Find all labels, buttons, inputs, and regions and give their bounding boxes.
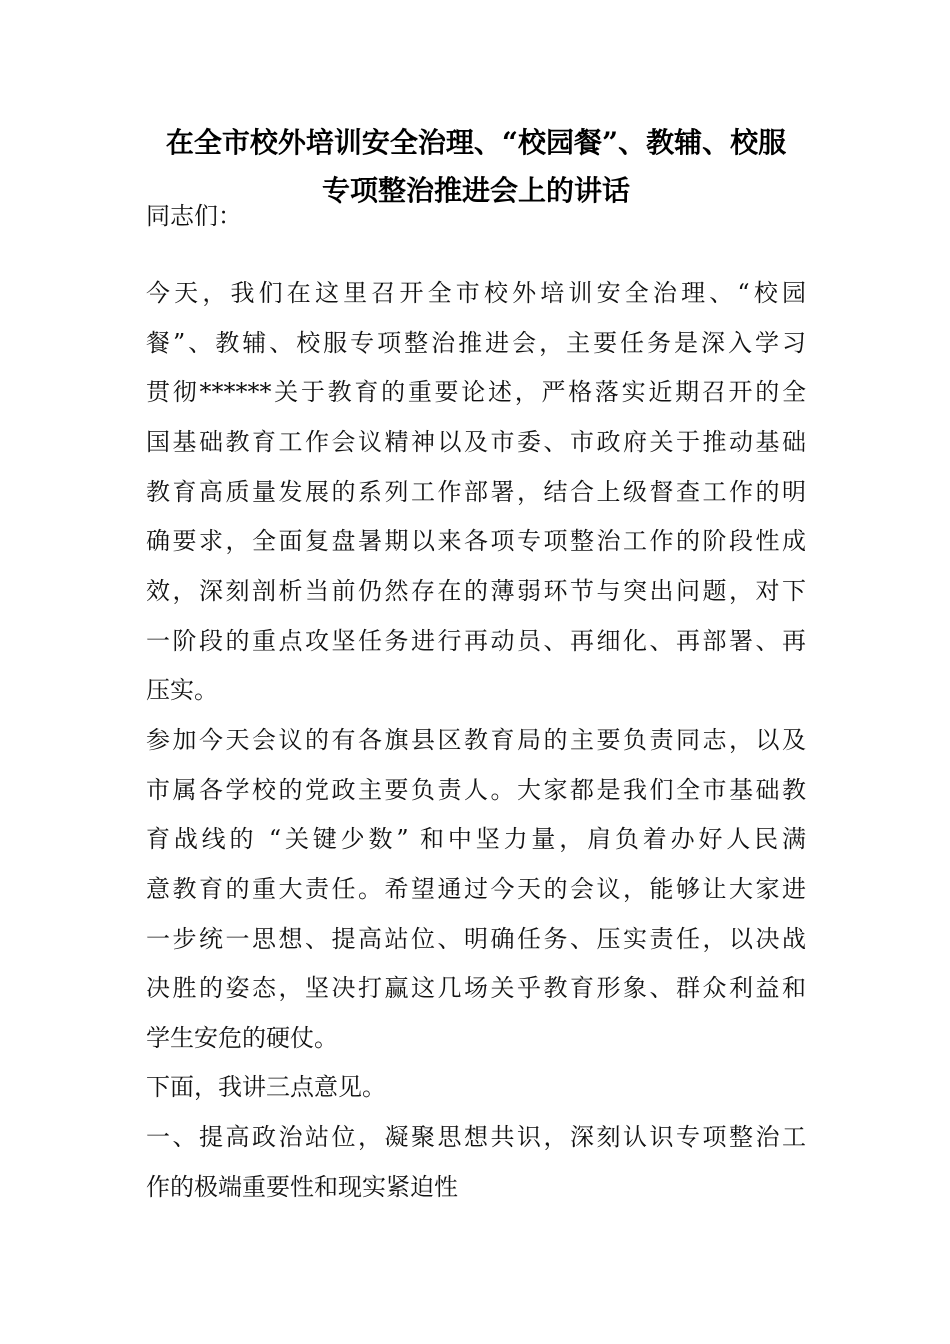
- paragraph-line: 确要求，全面复盘暑期以来各项专项整治工作的阶段性成: [146, 527, 806, 555]
- paragraph-line: 压实。: [146, 676, 218, 704]
- paragraph-line: 一步统一思想、提高站位、明确任务、压实责任，以决战: [146, 925, 806, 953]
- paragraph-line: 学生安危的硬仗。: [146, 1024, 338, 1052]
- paragraph-line: 国基础教育工作会议精神以及市委、市政府关于推动基础: [146, 428, 806, 456]
- paragraph-line: 参加今天会议的有各旗县区教育局的主要负责同志，以及: [146, 726, 806, 754]
- document-title-line-1: 在全市校外培训安全治理、“校园餐”、教辅、校服: [165, 126, 787, 159]
- paragraph-line: 餐”、教辅、校服专项整治推进会，主要任务是深入学习: [146, 329, 806, 357]
- paragraph-line: 市属各学校的党政主要负责人。大家都是我们全市基础教: [146, 776, 806, 804]
- paragraph-line: 贯彻******关于教育的重要论述，严格落实近期召开的全: [146, 378, 806, 406]
- paragraph-line: 今天，我们在这里召开全市校外培训安全治理、“校园: [146, 279, 806, 307]
- paragraph-line: 决胜的姿态，坚决打赢这几场关乎教育形象、群众利益和: [146, 974, 806, 1002]
- salutation: 同志们：: [146, 202, 242, 230]
- paragraph-line: 效，深刻剖析当前仍然存在的薄弱环节与突出问题，对下: [146, 577, 806, 605]
- paragraph-line: 教育高质量发展的系列工作部署，结合上级督查工作的明: [146, 478, 806, 506]
- paragraph-line: 意教育的重大责任。希望通过今天的会议，能够让大家进: [146, 875, 806, 903]
- paragraph-line: 下面，我讲三点意见。: [146, 1073, 386, 1101]
- section-heading-line: 作的极端重要性和现实紧迫性: [146, 1173, 458, 1201]
- paragraph-line: 育战线的 “关键少数” 和中坚力量，肩负着办好人民满: [146, 825, 806, 853]
- document-title-line-2: 专项整治推进会上的讲话: [321, 174, 630, 207]
- section-heading-line: 一、提高政治站位，凝聚思想共识，深刻认识专项整治工: [146, 1123, 806, 1151]
- paragraph-line: 一阶段的重点攻坚任务进行再动员、再细化、再部署、再: [146, 627, 806, 655]
